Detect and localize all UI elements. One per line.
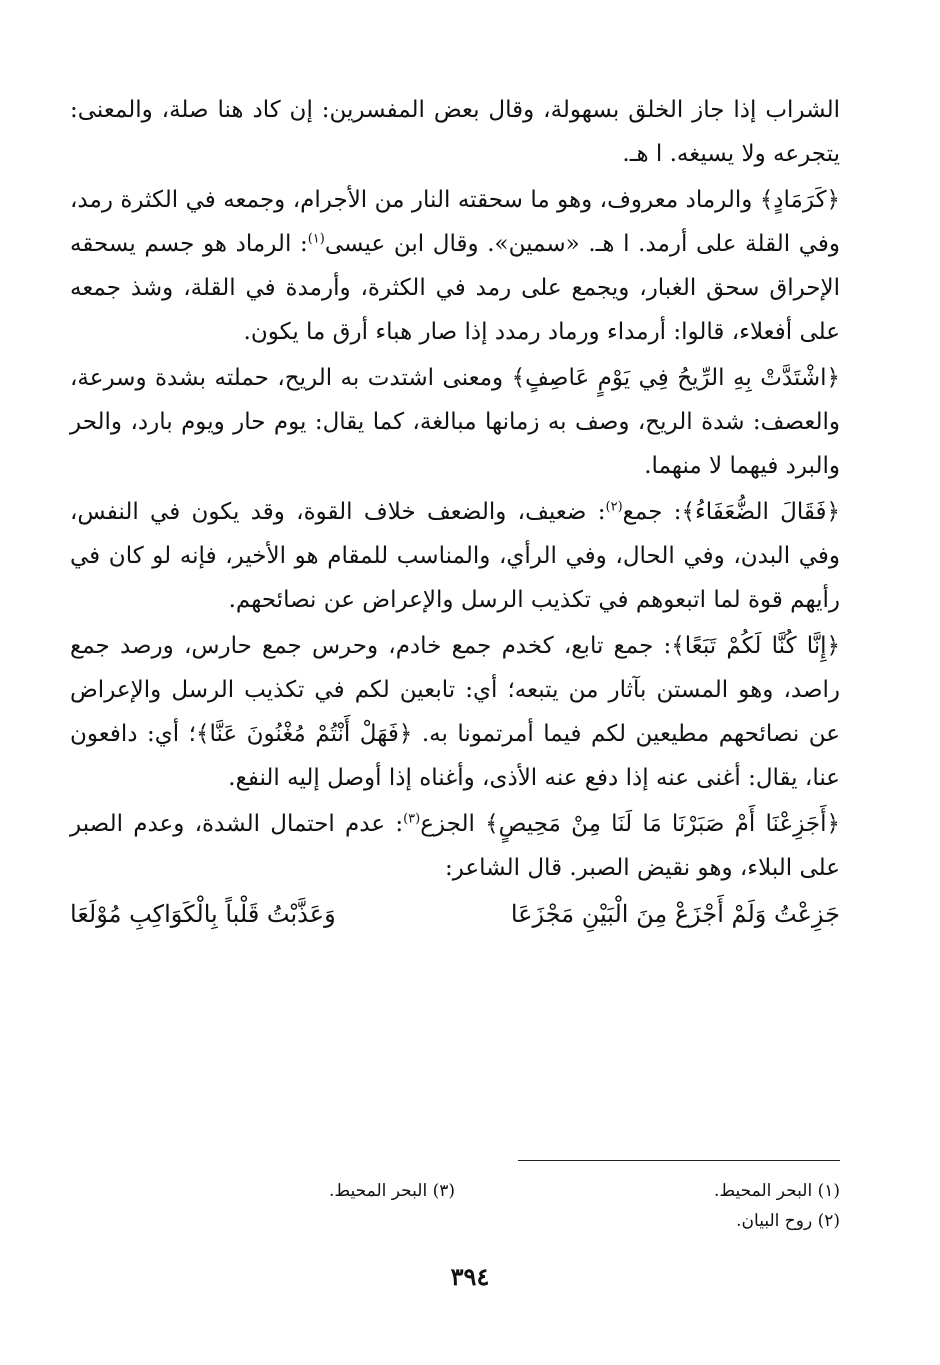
verse-second-hemistich: وَعَذَّبْتُ قَلْباً بِالْكَوَاكِبِ مُوْلَعَا — [70, 900, 336, 928]
paragraph-text: الشراب إذا جاز الخلق بسهولة، وقال بعض المفسرين: إن كاد هنا صلة، والمعنى: يتجرعه ولا يسيغه. ا هـ. — [70, 97, 840, 167]
quran-quote: ﴿كَرَمَادٍ﴾ — [759, 187, 840, 213]
footnote-separator — [518, 1160, 840, 1161]
footnote-3: (٣) البحر المحيط. — [329, 1181, 455, 1201]
paragraph-6 — [70, 802, 840, 890]
paragraph-text: ومعنى اشتدت به الريح، حملته بشدة وسرعة، والعصف: شدة الريح، وصف به زمانها مبالغة، كما يقال: يوم حار ويوم بارد، والحر والبرد فيهما لا منهما. — [70, 365, 840, 479]
quran-quote: ﴿أَجَزِعْنَا أَمْ صَبَرْنَا مَا لَنَا مِنْ مَحِيصٍ﴾ — [485, 811, 840, 837]
quran-quote: ﴿فَقَالَ الضُّعَفَاءُ﴾ — [681, 499, 840, 525]
paragraph-2 — [70, 178, 840, 354]
footnote-marker: (٣) — [403, 811, 421, 827]
paragraph-text: : جمع — [622, 499, 682, 525]
footnotes — [70, 1176, 840, 1236]
main-text — [70, 88, 840, 936]
paragraph-text: والرماد معروف، وهو ما سحقته النار من الأجرام، وجمعه في الكثرة رمد، وفي القلة على أرمد. ا هـ. «سمين». وقال ابن عيسى — [70, 187, 840, 257]
poetry-verse — [70, 892, 840, 936]
paragraph-text: الجزع — [420, 811, 486, 837]
verse-first-hemistich: جَزِعْتُ وَلَمْ أَجْزَعْ مِنَ الْبَيْنِ مَجْزَعَا — [510, 900, 840, 928]
footnote-row — [70, 1176, 840, 1206]
footnote-row — [70, 1206, 840, 1236]
footnote-2: (٢) روح البيان. — [736, 1211, 840, 1231]
paragraph-5 — [70, 624, 840, 800]
quran-quote-second: ﴿فَهَلْ أَنْتُمْ مُغْنُونَ عَنَّا﴾ — [195, 721, 413, 747]
footnote-1: (١) البحر المحيط. — [714, 1181, 840, 1201]
paragraph-3 — [70, 356, 840, 488]
paragraph-text-continued: ؛ أي: دافعون عنا، يقال: أغنى عنه إذا دفع عنه الأذى، وأغناه إذا أوصل إليه النفع. — [70, 721, 840, 791]
page-number: ٣٩٤ — [450, 1262, 490, 1291]
footnote-marker: (٢) — [605, 499, 623, 515]
paragraph-text-continued: : الرماد هو جسم يسحقه الإحراق سحق الغبار، ويجمع على رمد في الكثرة، وأرمدة في القلة، وشذ جمعه على أفعلاء، قالوا: أرمداء ورماد رمدد إذا صار هباء أرق ما يكون. — [70, 231, 840, 345]
quran-quote: ﴿اشْتَدَّتْ بِهِ الرِّيحُ فِي يَوْمٍ عَاصِفٍ﴾ — [511, 365, 840, 391]
paragraph-text-continued: : عدم احتمال الشدة، وعدم الصبر على البلاء، وهو نقيض الصبر. قال الشاعر: — [70, 811, 840, 881]
paragraph-4 — [70, 490, 840, 622]
paragraph-text-continued: : ضعيف، والضعف خلاف القوة، وقد يكون في النفس، وفي البدن، وفي الحال، وفي الرأي، والمناسب للمقام هو الأخير، فإنه لو كان في رأيهم قوة لما اتبعوهم في تكذيب الرسل والإعراض عن نصائحهم. — [70, 499, 840, 613]
paragraph-text: : جمع تابع، كخدم جمع خادم، وحرس جمع حارس، ورصد جمع راصد، وهو المستن بآثار من يتبعه؛ أي: تابعين لكم في تكذيب الرسل والإعراض عن نصائحهم مطيعين لكم فيما أمرتمونا به. — [70, 633, 840, 747]
paragraph-1 — [70, 88, 840, 176]
quran-quote: ﴿إِنَّا كُنَّا لَكُمْ تَبَعًا﴾ — [671, 633, 841, 659]
footnote-marker: (١) — [307, 231, 325, 247]
